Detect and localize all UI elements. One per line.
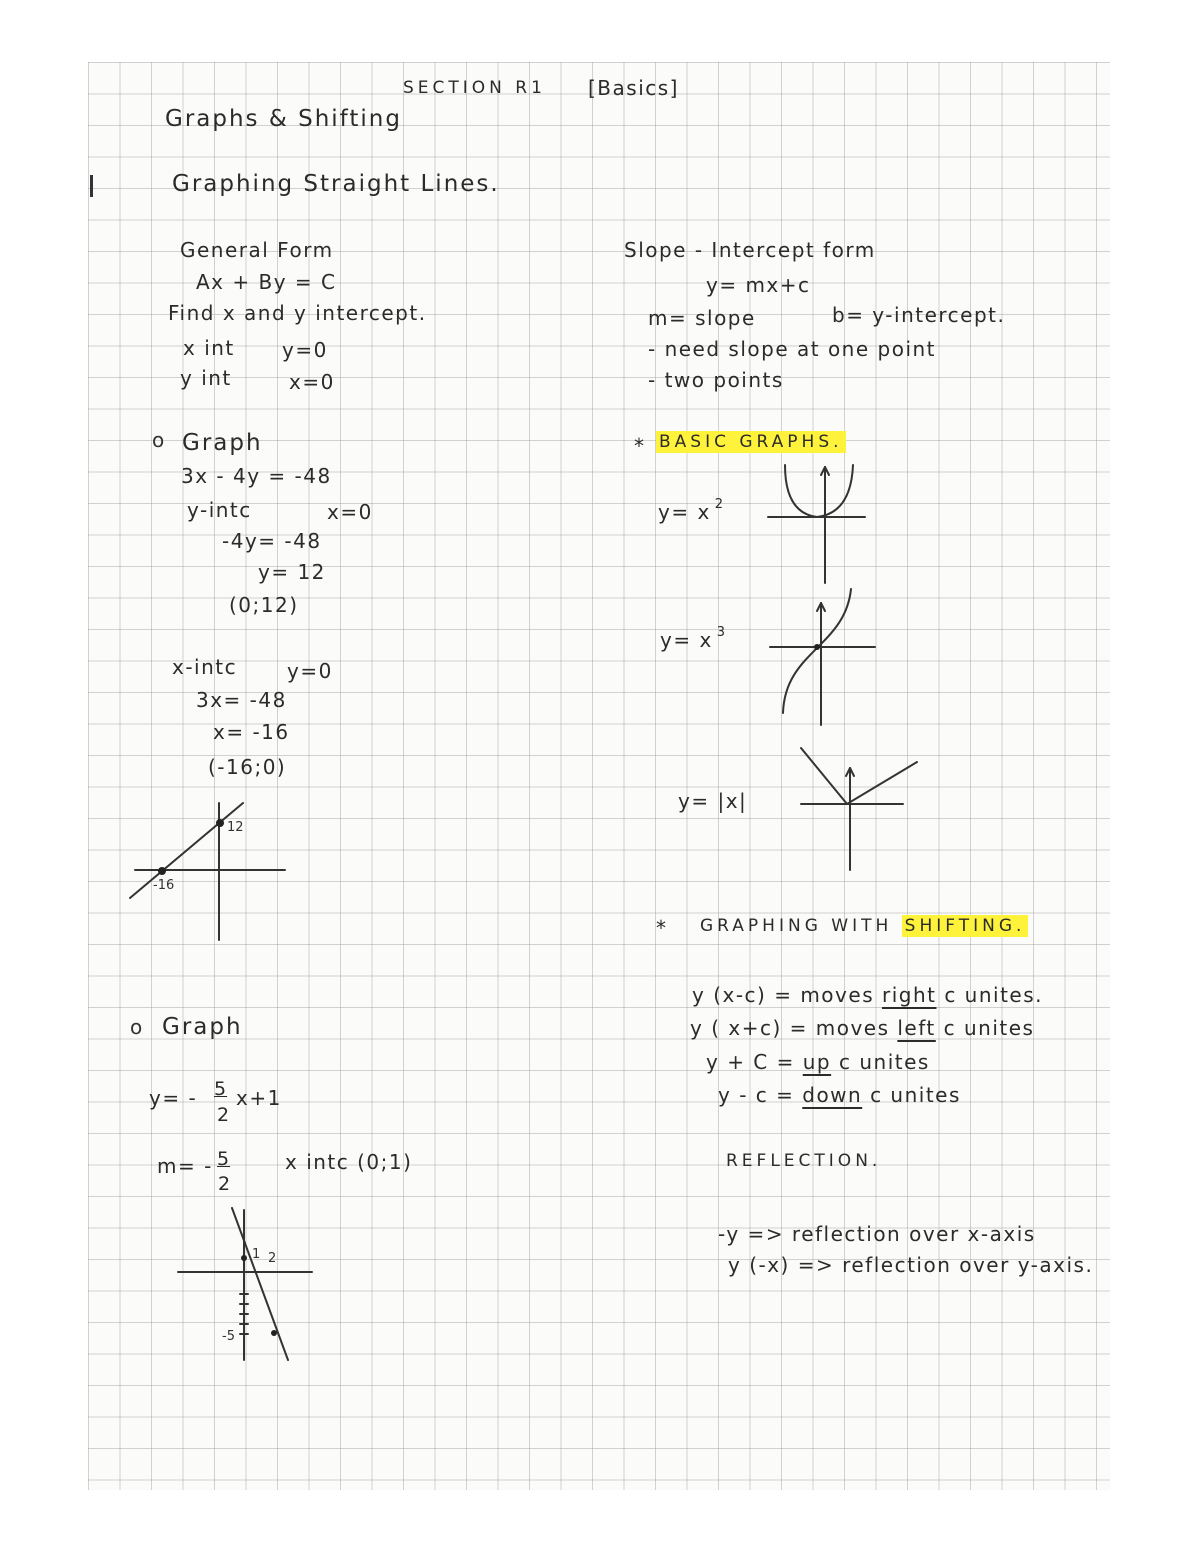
x-intc-condition: y=0 (287, 659, 333, 683)
example2-eq-denominator: 2 (217, 1104, 231, 1126)
step-4: x= -16 (213, 720, 290, 744)
slope-denominator: 2 (218, 1173, 232, 1195)
bullet: o (152, 428, 165, 452)
line-graph-sketch-1 (125, 795, 290, 945)
y-int-label: y int (180, 366, 232, 390)
reflection-x-axis: -y => reflection over x-axis (718, 1222, 1036, 1246)
shift-row (690, 1018, 1034, 1038)
slope-lhs: m= - (157, 1154, 213, 1178)
shift-expression: y ( x+c) = (690, 1016, 808, 1040)
origin-dot (814, 644, 820, 650)
x-intercept-dot (158, 867, 166, 875)
need-two-points: - two points (648, 368, 784, 392)
plotted-line (232, 1208, 288, 1360)
shift-direction: left (897, 1016, 936, 1040)
parabola-curve (785, 465, 853, 517)
x-intercept-point: (-16;0) (208, 755, 287, 779)
example2-x-intercept: x intc (0;1) (285, 1150, 413, 1174)
shift-row (718, 1085, 961, 1105)
absolute-value-curve (801, 748, 917, 804)
cubic-curve (783, 589, 851, 713)
point-dot (271, 1330, 277, 1336)
shifting-heading-prefix: GRAPHING WITH (700, 916, 902, 936)
point-dot (241, 1255, 247, 1261)
line-graph-sketch-2 (172, 1200, 317, 1365)
x-int-label: x int (183, 336, 235, 360)
plotted-line (130, 803, 243, 898)
slope-intercept-equation: y= mx+c (706, 273, 811, 297)
parabola-sketch (765, 455, 875, 590)
shift-direction: down (802, 1083, 863, 1107)
graph-1-base: y= x (658, 500, 711, 524)
example1-equation: 3x - 4y = -48 (181, 464, 332, 488)
section-title: SECTION R1 (403, 78, 546, 98)
tick-label: 1 (252, 1247, 261, 1262)
shift-direction: up (802, 1050, 832, 1074)
reflection-y-axis: y (-x) => reflection over y-axis. (728, 1253, 1094, 1277)
basic-graphs-heading-text: BASIC GRAPHS. (656, 431, 846, 453)
shift-rest: c unites (943, 1016, 1035, 1040)
basic-graphs-heading (656, 434, 846, 451)
section-tag: [Basics] (588, 76, 679, 100)
b-definition: b= y-intercept. (832, 303, 1006, 327)
shift-expression: y + C = (706, 1050, 795, 1074)
bullet: o (130, 1015, 143, 1039)
margin-mark (90, 175, 93, 197)
y-intc-label: y-intc (187, 498, 252, 522)
step-3: 3x= -48 (196, 688, 287, 712)
shift-expression: y - c = (718, 1083, 795, 1107)
cubic-sketch (765, 585, 880, 730)
shift-row (706, 1052, 930, 1072)
shift-rest: c unites (838, 1050, 930, 1074)
example2-eq-numerator: 5 (214, 1078, 228, 1100)
example2-heading: Graph (162, 1014, 243, 1040)
shift-rest: c unites (870, 1083, 961, 1107)
tick-label: 2 (268, 1251, 277, 1266)
graph-1-label (658, 497, 725, 524)
step-1: -4y= -48 (222, 529, 322, 553)
absolute-value-sketch (795, 740, 925, 875)
x-intercept-label: -16 (153, 878, 175, 893)
x-int-rule: y=0 (282, 338, 328, 362)
intercept-instruction: Find x and y intercept. (168, 301, 427, 325)
shift-direction: right (881, 983, 937, 1007)
topic-heading: Graphs & Shifting (165, 106, 402, 132)
subtopic-heading: Graphing Straight Lines. (172, 171, 500, 197)
shifting-heading-highlight: SHIFTING. (902, 915, 1029, 937)
shift-row (692, 985, 1043, 1005)
x-intc-label: x-intc (172, 655, 238, 679)
y-intercept-label: 12 (227, 820, 244, 835)
graph-1-exponent: 2 (714, 497, 725, 512)
graph-2-exponent: 3 (716, 625, 727, 640)
basic-graphs-marker: * (634, 434, 646, 458)
reflection-heading: REFLECTION. (726, 1151, 882, 1171)
shift-word: moves (800, 983, 875, 1007)
step-2: y= 12 (258, 560, 326, 584)
y-intercept-dot (216, 819, 224, 827)
graph-2-label (660, 625, 727, 652)
shift-expression: y (x-c) = (692, 983, 793, 1007)
example1-heading: Graph (182, 430, 263, 456)
slope-intercept-heading: Slope - Intercept form (624, 238, 876, 262)
shifting-marker: * (656, 916, 668, 940)
shifting-heading (700, 918, 1028, 935)
general-form-heading: General Form (180, 238, 334, 262)
m-definition: m= slope (648, 306, 756, 330)
graph-2-base: y= x (660, 628, 713, 652)
shift-word: moves (815, 1016, 890, 1040)
y-int-rule: x=0 (289, 370, 335, 394)
example2-eq-rhs: x+1 (236, 1086, 282, 1110)
slope-numerator: 5 (217, 1148, 231, 1170)
general-form-equation: Ax + By = C (196, 270, 337, 294)
y-intc-condition: x=0 (327, 500, 373, 524)
tick-label: -5 (222, 1329, 235, 1344)
example2-eq-lhs: y= - (149, 1086, 198, 1110)
y-intercept-point: (0;12) (229, 593, 299, 617)
shift-rest: c unites. (944, 983, 1044, 1007)
need-slope-point: - need slope at one point (648, 337, 937, 361)
graph-3-label: y= |x| (678, 789, 748, 813)
